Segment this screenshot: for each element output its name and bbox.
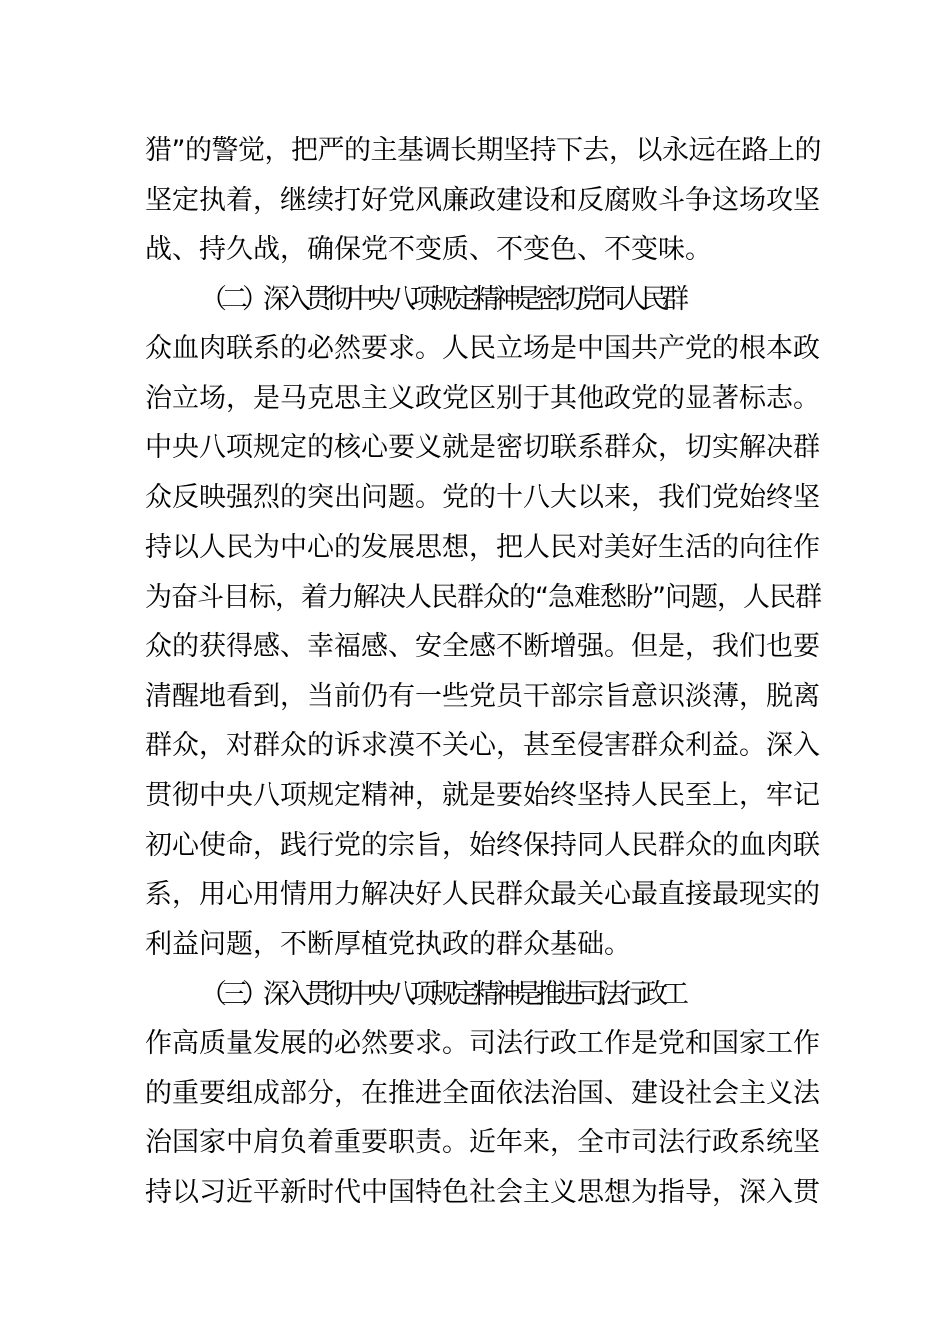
text-line: 群众，对群众的诉求漠不关心，甚至侵害群众利益。深入 [145,730,820,761]
text-line: 的重要组成部分，在推进全面依法治国、建设社会主义法 [145,1078,820,1109]
text-line: 战、持久战，确保党不变质、不变色、不变味。 [145,234,712,265]
text-line: 持以习近平新时代中国特色社会主义思想为指导，深入贯 [145,1177,820,1208]
text-line: 治立场，是马克思主义政党区别于其他政党的显著标志。 [145,383,820,414]
text-line: 众血肉联系的必然要求。人民立场是中国共产党的根本政 [145,333,820,364]
text-line: 治国家中肩负着重要职责。近年来，全市司法行政系统坚 [145,1127,820,1158]
text-line: 坚定执着，继续打好党风廉政建设和反腐败斗争这场攻坚 [145,185,820,216]
text-line: 初心使命，践行党的宗旨，始终保持同人民群众的血肉联 [145,830,820,861]
text-line: 贯彻中央八项规定精神，就是要始终坚持人民至上，牢记 [145,780,820,811]
text-line: 中央八项规定的核心要义就是密切联系群众，切实解决群 [145,432,820,463]
text-line: 为奋斗目标，着力解决人民群众的“急难愁盼”问题，人民群 [145,582,821,613]
paragraph-heading-3: （三）深入贯彻中央八项规定精神是推进司法行政工 [200,979,683,1010]
text-line: 众反映强烈的突出问题。党的十八大以来，我们党始终坚 [145,482,820,513]
text-line: 清醒地看到，当前仍有一些党员干部宗旨意识淡薄，脱离 [145,681,820,712]
text-line: 利益问题，不断厚植党执政的群众基础。 [145,929,631,960]
text-line: 猎”的警觉，把严的主基调长期坚持下去，以永远在路上的 [145,135,821,166]
text-line: 持以人民为中心的发展思想，把人民对美好生活的向往作 [145,532,820,563]
text-line: 作高质量发展的必然要求。司法行政工作是党和国家工作 [145,1028,820,1059]
text-line: 众的获得感、幸福感、安全感不断增强。但是，我们也要 [145,631,820,662]
paragraph-heading-2: （二）深入贯彻中央八项规定精神是密切党同人民群 [200,284,683,315]
text-line: 系，用心用情用力解决好人民群众最关心最直接最现实的 [145,879,820,910]
